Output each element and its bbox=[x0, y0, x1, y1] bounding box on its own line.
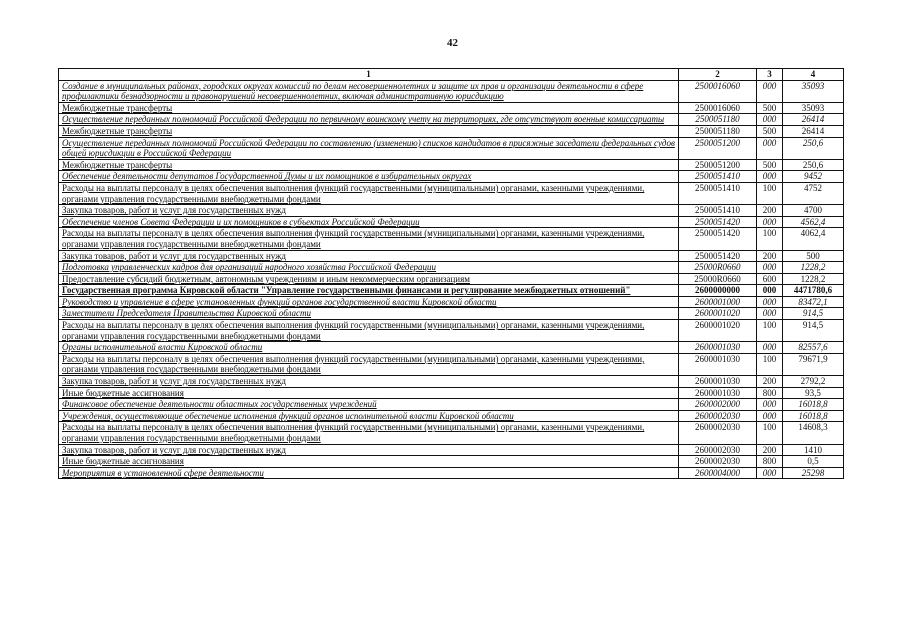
table-row bbox=[59, 320, 844, 342]
row-code-cell: 2500051420 bbox=[679, 216, 757, 228]
row-vr-cell: 600 bbox=[757, 273, 783, 285]
table-row bbox=[59, 296, 844, 308]
row-code-cell: 2600004000 bbox=[679, 467, 757, 479]
row-code-cell: 2500051410 bbox=[679, 182, 757, 204]
row-name-cell: Органы исполнительной власти Кировской области bbox=[59, 342, 679, 354]
row-sum-cell: 35093 bbox=[783, 80, 844, 102]
row-name-cell: Создание в муниципальных районах, городских округах комиссий по делам несовершеннолетних и защите их прав и организации деятельности в сфере профилактики безнадзорности и правонарушений несовершеннолетних, включая административную юрисдикцию bbox=[59, 80, 679, 102]
table-row bbox=[59, 125, 844, 137]
table-row bbox=[59, 205, 844, 217]
row-sum-cell: 1228,2 bbox=[783, 273, 844, 285]
row-code-cell: 2600001020 bbox=[679, 320, 757, 342]
row-name-cell: Закупка товаров, работ и услуг для государственных нужд bbox=[59, 444, 679, 456]
table-row bbox=[59, 410, 844, 422]
row-code-cell: 2600001030 bbox=[679, 353, 757, 375]
row-vr-cell: 000 bbox=[757, 262, 783, 274]
row-vr-cell: 800 bbox=[757, 387, 783, 399]
table-row bbox=[59, 399, 844, 411]
row-name-cell: Государственная программа Кировской области "Управление государственными финансами и регулирование межбюджетных отношений" bbox=[59, 285, 679, 297]
row-code-cell: 2500051420 bbox=[679, 250, 757, 262]
row-name-cell: Расходы на выплаты персоналу в целях обеспечения выполнения функций государственными (муниципальными) органами, казенными учреждениями, органами управления государственными внебюджетными фондами bbox=[59, 422, 679, 444]
row-vr-cell: 800 bbox=[757, 456, 783, 468]
row-sum-cell: 83472,1 bbox=[783, 296, 844, 308]
row-code-cell: 2500051200 bbox=[679, 159, 757, 171]
row-name-cell: Иные бюджетные ассигнования bbox=[59, 387, 679, 399]
row-name-cell: Руководство и управление в сфере установленных функций органов государственной власти Кировской области bbox=[59, 296, 679, 308]
row-vr-cell: 000 bbox=[757, 296, 783, 308]
table-row bbox=[59, 159, 844, 171]
row-name-cell: Межбюджетные трансферты bbox=[59, 159, 679, 171]
row-code-cell: 2500051180 bbox=[679, 114, 757, 126]
row-sum-cell: 250,6 bbox=[783, 137, 844, 159]
row-name-cell: Осуществление переданных полномочий Российской Федерации по составлению (изменению) списков кандидатов в присяжные заседатели федеральных судов общей юрисдикции в Российской Федерации bbox=[59, 137, 679, 159]
row-sum-cell: 26414 bbox=[783, 114, 844, 126]
row-sum-cell: 26414 bbox=[783, 125, 844, 137]
row-name-cell: Межбюджетные трансферты bbox=[59, 102, 679, 114]
row-vr-cell: 500 bbox=[757, 102, 783, 114]
budget-table-body bbox=[59, 69, 844, 479]
row-name-cell: Иные бюджетные ассигнования bbox=[59, 456, 679, 468]
table-row bbox=[59, 102, 844, 114]
row-code-cell: 2600002030 bbox=[679, 456, 757, 468]
table-row bbox=[59, 250, 844, 262]
row-sum-cell: 25298 bbox=[783, 467, 844, 479]
row-code-cell: 2500051420 bbox=[679, 228, 757, 250]
row-vr-cell: 100 bbox=[757, 182, 783, 204]
row-vr-cell: 200 bbox=[757, 376, 783, 388]
row-name-cell: Закупка товаров, работ и услуг для государственных нужд bbox=[59, 250, 679, 262]
row-code-cell: 2500016060 bbox=[679, 102, 757, 114]
table-row bbox=[59, 387, 844, 399]
header-col-2: 2 bbox=[679, 69, 757, 81]
row-sum-cell: 914,5 bbox=[783, 308, 844, 320]
row-sum-cell: 914,5 bbox=[783, 320, 844, 342]
table-row bbox=[59, 285, 844, 297]
row-vr-cell: 500 bbox=[757, 125, 783, 137]
row-vr-cell: 000 bbox=[757, 410, 783, 422]
row-sum-cell: 16018,8 bbox=[783, 399, 844, 411]
row-sum-cell: 500 bbox=[783, 250, 844, 262]
row-vr-cell: 000 bbox=[757, 114, 783, 126]
row-code-cell: 2500051410 bbox=[679, 205, 757, 217]
table-row bbox=[59, 376, 844, 388]
row-vr-cell: 500 bbox=[757, 159, 783, 171]
row-sum-cell: 4700 bbox=[783, 205, 844, 217]
row-sum-cell: 1410 bbox=[783, 444, 844, 456]
row-name-cell: Мероприятия в установленной сфере деятельности bbox=[59, 467, 679, 479]
table-row bbox=[59, 456, 844, 468]
table-row bbox=[59, 262, 844, 274]
row-vr-cell: 100 bbox=[757, 353, 783, 375]
row-vr-cell: 000 bbox=[757, 308, 783, 320]
row-sum-cell: 14608,3 bbox=[783, 422, 844, 444]
table-row bbox=[59, 308, 844, 320]
row-code-cell: 2600000000 bbox=[679, 285, 757, 297]
row-name-cell: Подготовка управленческих кадров для организаций народного хозяйства Российской Федерации bbox=[59, 262, 679, 274]
table-header-row bbox=[59, 69, 844, 81]
row-name-cell: Расходы на выплаты персоналу в целях обеспечения выполнения функций государственными (муниципальными) органами, казенными учреждениями, органами управления государственными внебюджетными фондами bbox=[59, 320, 679, 342]
row-name-cell: Расходы на выплаты персоналу в целях обеспечения выполнения функций государственными (муниципальными) органами, казенными учреждениями, органами управления государственными внебюджетными фондами bbox=[59, 353, 679, 375]
row-code-cell: 2500051180 bbox=[679, 125, 757, 137]
table-row bbox=[59, 228, 844, 250]
row-code-cell: 2500016060 bbox=[679, 80, 757, 102]
row-vr-cell: 100 bbox=[757, 228, 783, 250]
table-row bbox=[59, 114, 844, 126]
table-row bbox=[59, 444, 844, 456]
row-sum-cell: 82557,6 bbox=[783, 342, 844, 354]
row-vr-cell: 000 bbox=[757, 216, 783, 228]
row-sum-cell: 16018,8 bbox=[783, 410, 844, 422]
table-row bbox=[59, 80, 844, 102]
row-vr-cell: 100 bbox=[757, 320, 783, 342]
row-vr-cell: 000 bbox=[757, 399, 783, 411]
table-row bbox=[59, 182, 844, 204]
row-name-cell: Расходы на выплаты персоналу в целях обеспечения выполнения функций государственными (муниципальными) органами, казенными учреждениями, органами управления государственными внебюджетными фондами bbox=[59, 228, 679, 250]
budget-table bbox=[58, 68, 844, 479]
row-code-cell: 2600001000 bbox=[679, 296, 757, 308]
row-vr-cell: 000 bbox=[757, 80, 783, 102]
row-sum-cell: 4562,4 bbox=[783, 216, 844, 228]
row-sum-cell: 250,6 bbox=[783, 159, 844, 171]
row-sum-cell: 1228,2 bbox=[783, 262, 844, 274]
row-name-cell: Обеспечение деятельности депутатов Государственной Думы и их помощников в избирательных округах bbox=[59, 171, 679, 183]
row-code-cell: 2600001030 bbox=[679, 342, 757, 354]
row-name-cell: Предоставление субсидий бюджетным, автономным учреждениям и иным некоммерческим организациям bbox=[59, 273, 679, 285]
row-sum-cell: 4752 bbox=[783, 182, 844, 204]
table-row bbox=[59, 171, 844, 183]
row-vr-cell: 000 bbox=[757, 285, 783, 297]
row-sum-cell: 93,5 bbox=[783, 387, 844, 399]
row-name-cell: Учреждения, осуществляющие обеспечение исполнения функций органов исполнительной власти Кировской области bbox=[59, 410, 679, 422]
row-vr-cell: 200 bbox=[757, 444, 783, 456]
row-sum-cell: 4062,4 bbox=[783, 228, 844, 250]
row-vr-cell: 200 bbox=[757, 250, 783, 262]
row-vr-cell: 000 bbox=[757, 171, 783, 183]
row-sum-cell: 9452 bbox=[783, 171, 844, 183]
row-name-cell: Финансовое обеспечение деятельности областных государственных учреждений bbox=[59, 399, 679, 411]
row-name-cell: Обеспечение членов Совета Федерации и их помощников в субъектах Российской Федерации bbox=[59, 216, 679, 228]
header-col-4: 4 bbox=[783, 69, 844, 81]
row-name-cell: Межбюджетные трансферты bbox=[59, 125, 679, 137]
row-code-cell: 2600002000 bbox=[679, 399, 757, 411]
row-sum-cell: 35093 bbox=[783, 102, 844, 114]
row-code-cell: 2600001030 bbox=[679, 387, 757, 399]
row-sum-cell: 2792,2 bbox=[783, 376, 844, 388]
row-name-cell: Заместители Председателя Правительства Кировской области bbox=[59, 308, 679, 320]
row-name-cell: Осуществление переданных полномочий Российской Федерации по первичному воинскому учету на территориях, где отсутствуют военные комиссариаты bbox=[59, 114, 679, 126]
row-code-cell: 2500051200 bbox=[679, 137, 757, 159]
table-row bbox=[59, 353, 844, 375]
row-code-cell: 25000R0660 bbox=[679, 273, 757, 285]
table-row bbox=[59, 137, 844, 159]
row-code-cell: 25000R0660 bbox=[679, 262, 757, 274]
table-row bbox=[59, 422, 844, 444]
row-vr-cell: 000 bbox=[757, 342, 783, 354]
row-code-cell: 2600001020 bbox=[679, 308, 757, 320]
row-sum-cell: 4471780,6 bbox=[783, 285, 844, 297]
row-code-cell: 2600002030 bbox=[679, 444, 757, 456]
header-col-1: 1 bbox=[59, 69, 679, 81]
header-col-3: 3 bbox=[757, 69, 783, 81]
row-name-cell: Расходы на выплаты персоналу в целях обеспечения выполнения функций государственными (муниципальными) органами, казенными учреждениями, органами управления государственными внебюджетными фондами bbox=[59, 182, 679, 204]
table-row bbox=[59, 467, 844, 479]
row-vr-cell: 000 bbox=[757, 467, 783, 479]
row-sum-cell: 0,5 bbox=[783, 456, 844, 468]
row-code-cell: 2500051410 bbox=[679, 171, 757, 183]
row-sum-cell: 79671,9 bbox=[783, 353, 844, 375]
row-vr-cell: 200 bbox=[757, 205, 783, 217]
row-code-cell: 2600002030 bbox=[679, 410, 757, 422]
row-name-cell: Закупка товаров, работ и услуг для государственных нужд bbox=[59, 376, 679, 388]
row-vr-cell: 100 bbox=[757, 422, 783, 444]
row-vr-cell: 000 bbox=[757, 137, 783, 159]
table-row bbox=[59, 273, 844, 285]
page-number: 42 bbox=[447, 37, 458, 49]
row-name-cell: Закупка товаров, работ и услуг для государственных нужд bbox=[59, 205, 679, 217]
row-code-cell: 2600001030 bbox=[679, 376, 757, 388]
table-row bbox=[59, 342, 844, 354]
row-code-cell: 2600002030 bbox=[679, 422, 757, 444]
table-row bbox=[59, 216, 844, 228]
